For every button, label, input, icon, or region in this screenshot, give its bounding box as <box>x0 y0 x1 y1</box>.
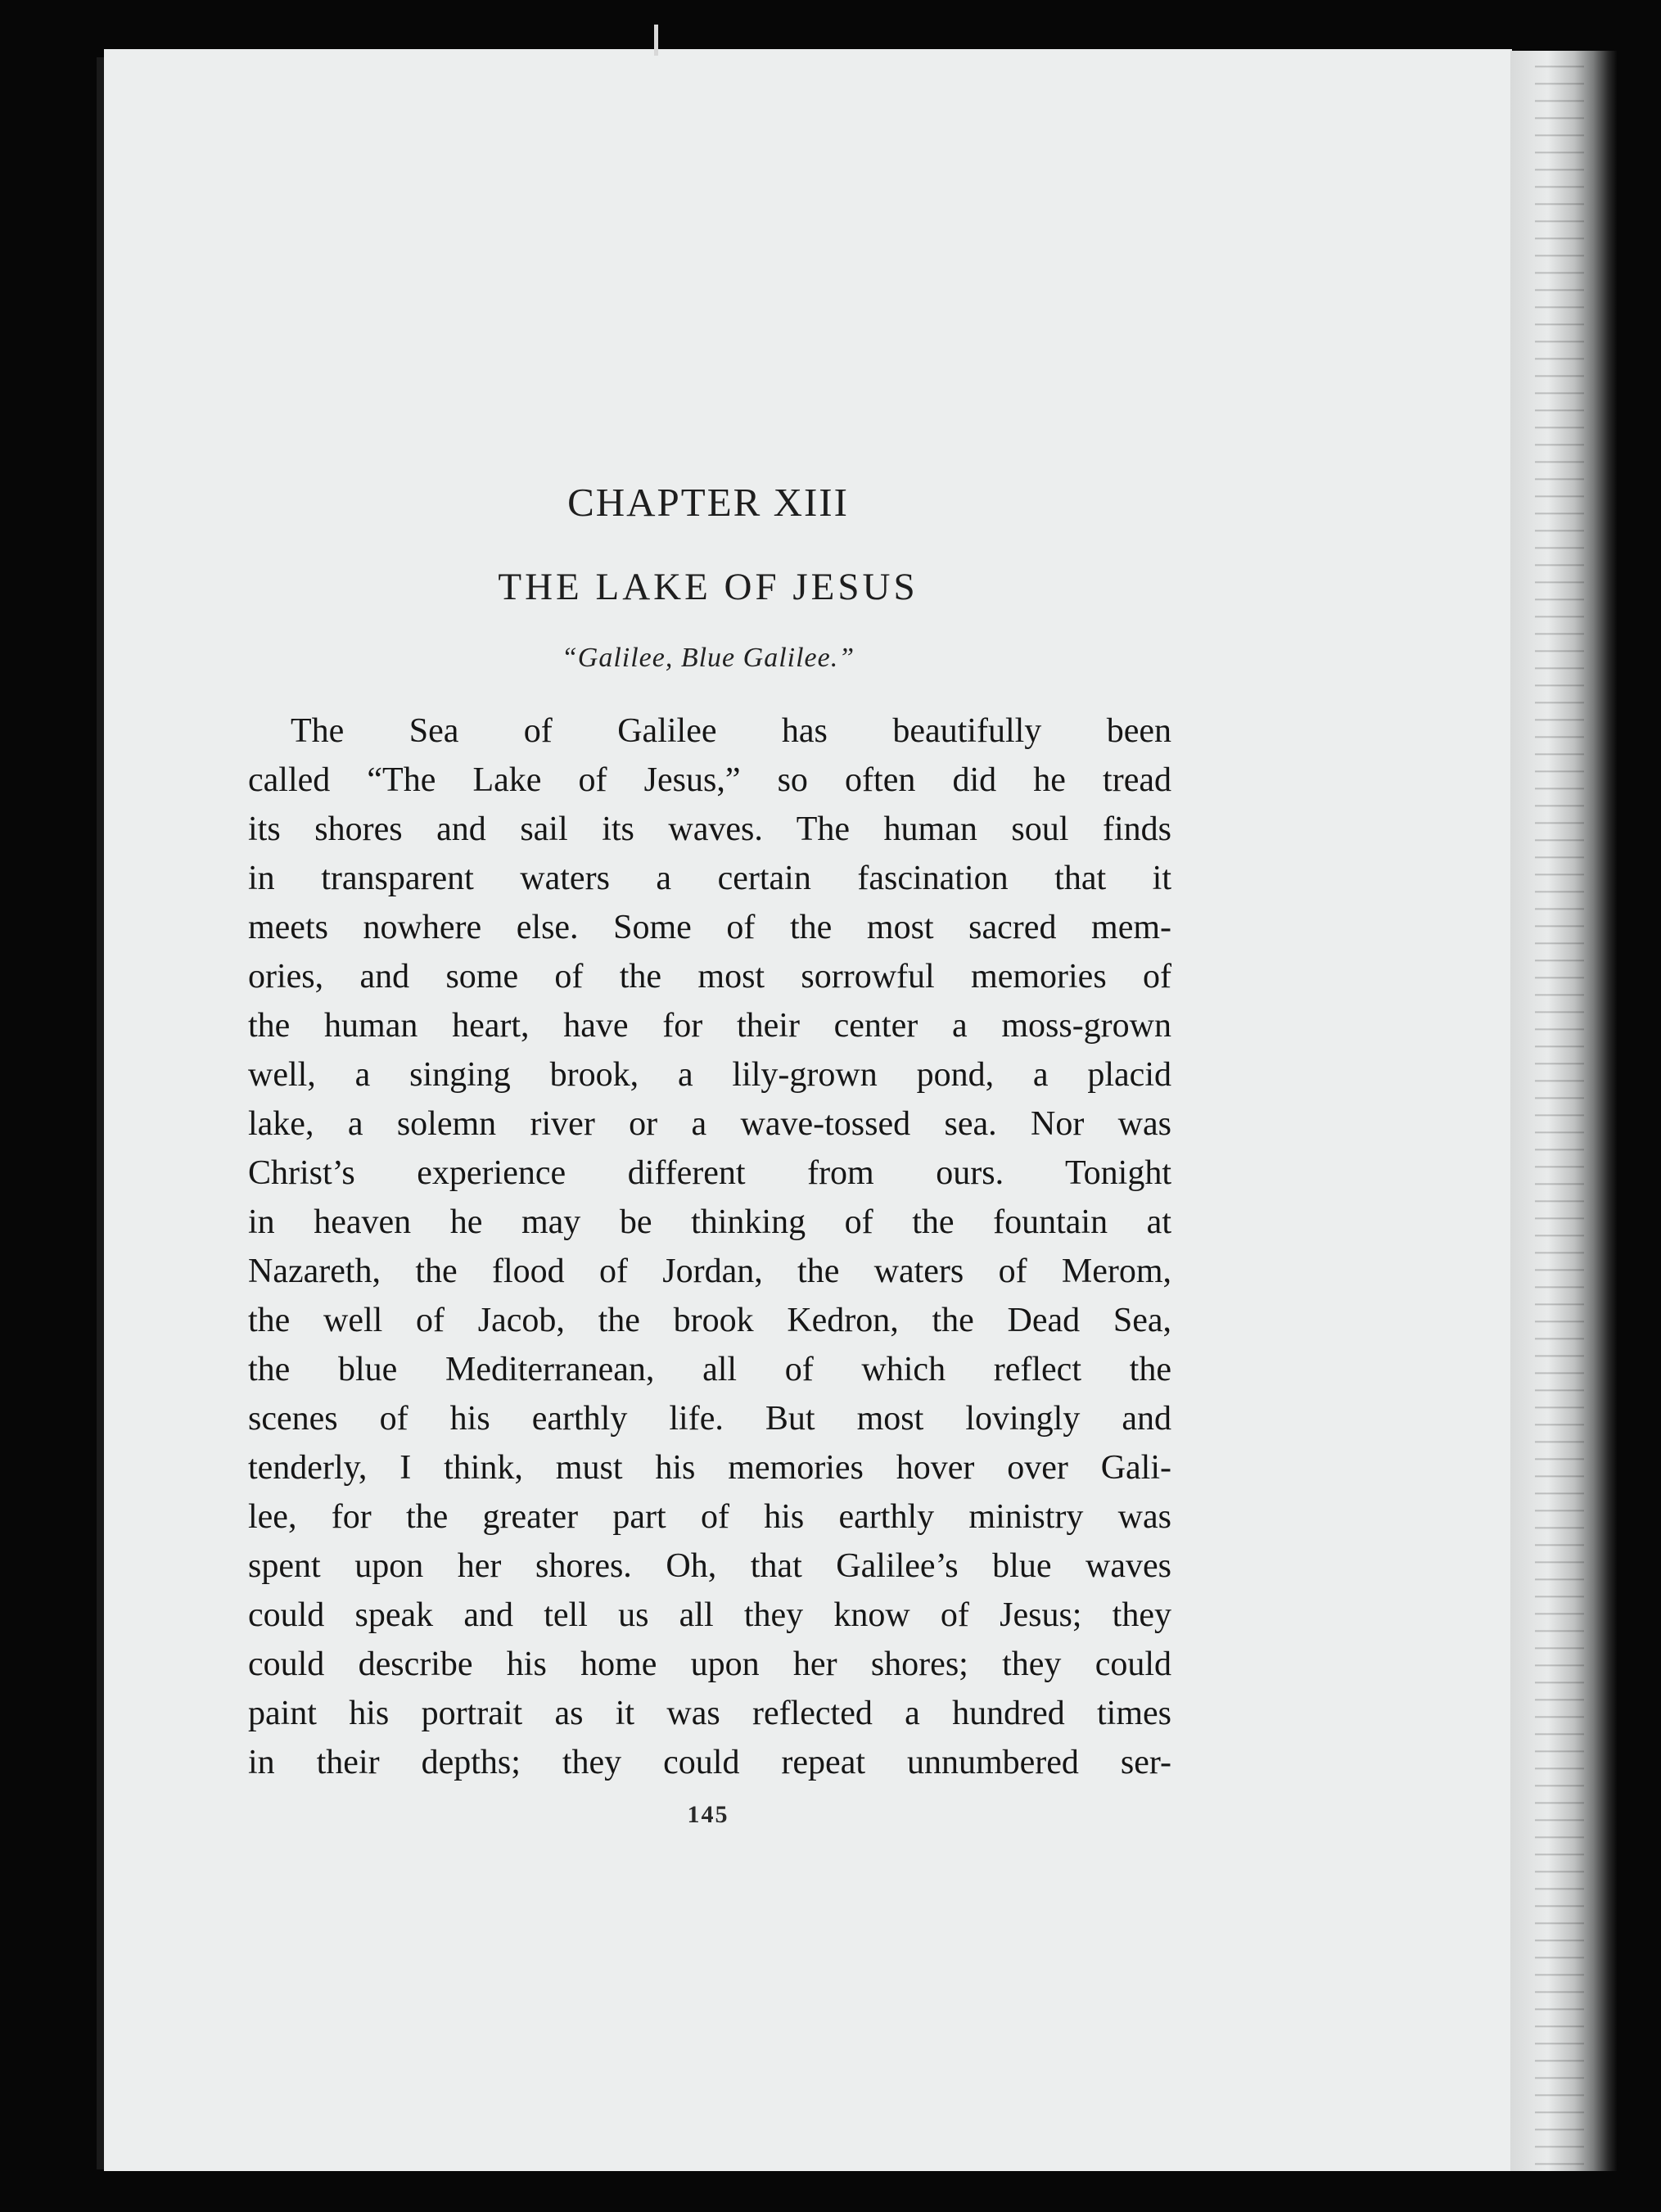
body-line: called “The Lake of Jesus,” so often did he tread <box>248 761 1171 799</box>
body-line: tenderly, I think, must his memories hover over Gali- <box>248 1449 1171 1487</box>
body-line: in heaven he may be thinking of the fountain at <box>248 1203 1171 1241</box>
page-fore-edge <box>1510 51 1617 2171</box>
body-line: could speak and tell us all they know of Jesus; they <box>248 1596 1171 1634</box>
chapter-heading: CHAPTER XIII <box>567 480 849 525</box>
body-line: meets nowhere else. Some of the most sacred mem- <box>248 909 1171 946</box>
body-line: ories, and some of the most sorrowful memories of <box>248 958 1171 995</box>
body-line: lake, a solemn river or a wave-tossed sea. Nor was <box>248 1105 1171 1143</box>
body-line: lee, for the greater part of his earthly ministry was <box>248 1498 1171 1536</box>
body-line: in their depths; they could repeat unnumbered ser- <box>248 1744 1171 1781</box>
body-line: the blue Mediterranean, all of which reflect the <box>248 1351 1171 1388</box>
body-line: could describe his home upon her shores; they could <box>248 1645 1171 1683</box>
body-line: paint his portrait as it was reflected a hundred times <box>248 1695 1171 1732</box>
chapter-epigraph: “Galilee, Blue Galilee.” <box>561 643 855 673</box>
body-line: its shores and sail its waves. The human soul finds <box>248 810 1171 848</box>
body-line: spent upon her shores. Oh, that Galilee’s blue waves <box>248 1547 1171 1585</box>
body-line: well, a singing brook, a lily-grown pond, a placid <box>248 1056 1171 1094</box>
page-number: 145 <box>687 1801 729 1828</box>
body-line: Nazareth, the flood of Jordan, the waters of Merom, <box>248 1253 1171 1290</box>
body-line: the well of Jacob, the brook Kedron, the Dead Sea, <box>248 1302 1171 1339</box>
body-line: in transparent waters a certain fascination that it <box>248 860 1171 897</box>
body-line: Christ’s experience different from ours. Tonight <box>248 1154 1171 1192</box>
body-line: the human heart, have for their center a moss-grown <box>248 1007 1171 1045</box>
chapter-title: THE LAKE OF JESUS <box>498 566 919 608</box>
body-line: scenes of his earthly life. But most lovingly and <box>248 1400 1171 1438</box>
body-line: The Sea of Galilee has beautifully been <box>291 712 1171 750</box>
scan-mark <box>654 25 658 56</box>
